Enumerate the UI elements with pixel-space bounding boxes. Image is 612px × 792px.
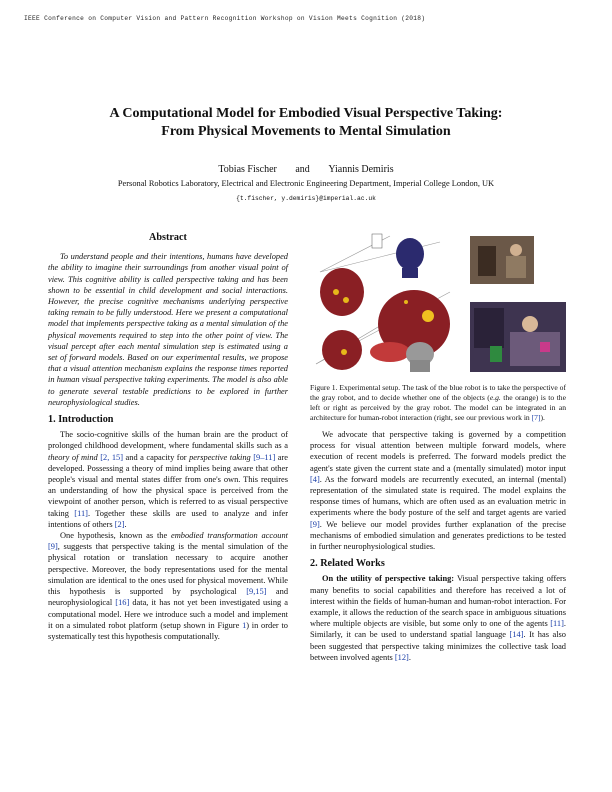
abstract-heading: Abstract [149, 232, 187, 243]
section-2-heading: 2. Related Works [310, 558, 385, 570]
robot-photo-1 [470, 236, 534, 284]
author-2: Yiannis Demiris [328, 164, 394, 175]
citation[interactable]: [4] [310, 474, 320, 484]
right-paragraph-1: We advocate that perspective taking is governed by a competition process for visual attention between multiple forward models, where execution of recent models is preferred. The forward models predict the agent's state given the current state and a (mentally simulated) motor input [4]. As the forward models are recurrently executed, an internal (mental) representation of the simulated state is required. The model explains the response times of humans, which are often used as an evaluation metric in experiments where the body posture of the self and target agents are varied [9]. We believe our model provides further explanation of the precise mechanisms of embodied simulation and generates predictions to be tested in further neurophysiological studies. [310, 430, 566, 552]
section-1-heading: 1. Introduction [48, 414, 114, 426]
abstract-text: To understand people and their intentions, humans have developed the ability to imagine their surroundings from another visual point of view. This cognitive ability is called perspective taking and has been shown to be essential in child development and social interactions. However, the precise cognitive mechanisms underlying perspective taking remain to be fully understood. Here we present a computational model that implements perspective taking as a mental simulation of the physical movements required to step into the other point of view. The visual percept after each mental simulation step is estimated using a set of forward models. Based on our experimental results, we propose that a visual attention mechanism explains the response times reported in human visual perspective taking experiments. The model is also able to generate several testable predictions to be explored in further neurophysiological studies. [48, 252, 288, 407]
paper-title [0, 105, 612, 141]
authors [0, 164, 612, 175]
related-works-paragraph: On the utility of perspective taking: Visual perspective taking offers many benefits to social capabilities and therefore has received a lot of interest within the fields of human-human and human-robot interaction. For example, it allows the reduction of the search space in ambiguous situations where multiple objects are visible, but some only to one of the agents [11]. Similarly, it can be used to understand spatial language [14]. It has also been suggested that perspective taking minimizes the collective task load between involved agents [12]. [310, 574, 566, 662]
citation[interactable]: [16] [115, 598, 130, 608]
orange-object [422, 310, 434, 322]
title-line-1: A Computational Model for Embodied Visual Perspective Taking: [109, 106, 503, 121]
citation[interactable]: [11] [550, 619, 564, 629]
intro-paragraph-1: The socio-cognitive skills of the human brain are the product of prolonged childhood development, where fundamental skills such as a theory of mind [2, 15] and a capacity for perspective taking [9–11] are developed. Possessing a theory of mind implies being aware that other people's visual and mental states differ from one's own. This requires an understanding of how the physical space is perceived from the viewpoint of another person, which is referred to as visual perspective taking [11]. Together these skills are used to analyze and infer intentions of others [2]. [48, 430, 289, 529]
author-and: and [295, 164, 310, 175]
citation[interactable]: [7] [531, 413, 541, 422]
right-column [310, 232, 566, 663]
email: {t.fischer, y.demiris}@imperial.ac.uk [236, 195, 376, 202]
robot-photo-2 [470, 302, 566, 372]
citation[interactable]: [2, 15] [100, 452, 124, 462]
figure-1 [310, 232, 566, 380]
affiliation: Personal Robotics Laboratory, Electrical and Electronic Engineering Department, Imperial College London, UK [117, 179, 495, 188]
citation[interactable]: [9,15] [246, 587, 267, 597]
table-view-top [320, 268, 364, 316]
citation[interactable]: [9] [48, 542, 58, 552]
citation[interactable]: [12] [394, 652, 409, 662]
simulation-figure [310, 232, 458, 378]
blue-robot [396, 238, 424, 270]
citation[interactable]: [9] [310, 519, 320, 529]
left-column [48, 232, 288, 642]
citation[interactable]: [14] [509, 630, 524, 640]
citation[interactable]: [2] [114, 519, 125, 529]
author-1: Tobias Fischer [218, 164, 277, 175]
title-line-2: From Physical Movements to Mental Simulation [161, 124, 451, 139]
figure-caption: Figure 1. Experimental setup. The task of the blue robot is to take the perspective of the gray robot, and to decide whether one of the objects (e.g. the orange) is to the left or right as perceived by the gray robot. The model can be integrated in an architecture for human-robot interaction (right, see our previous work in [7]). [310, 383, 566, 422]
figure-reference[interactable]: 1 [242, 620, 247, 630]
intro-paragraph-2: One hypothesis, known as the embodied transformation account [9], suggests that perspective taking is the mental simulation of the physical rotation or translation necessary to acquire another perspective. Moreover, the body representations used for the mental simulation are identical to the ones used for physical movement. While this hypothesis is supported by psychological [9,15] and neurophysiological [16] data, it has not yet been investigated using a computational model. Here we introduce such a model and implement it on a simulated robot platform (setup shown in Figure 1) in order to systematically test this hypothesis computationally. [48, 531, 289, 641]
citation[interactable]: [11] [74, 508, 88, 518]
conference-header: IEEE Conference on Computer Vision and Pattern Recognition Workshop on Vision Meets Cognition (2018) [24, 15, 426, 22]
citation[interactable]: [9–11] [253, 452, 276, 462]
